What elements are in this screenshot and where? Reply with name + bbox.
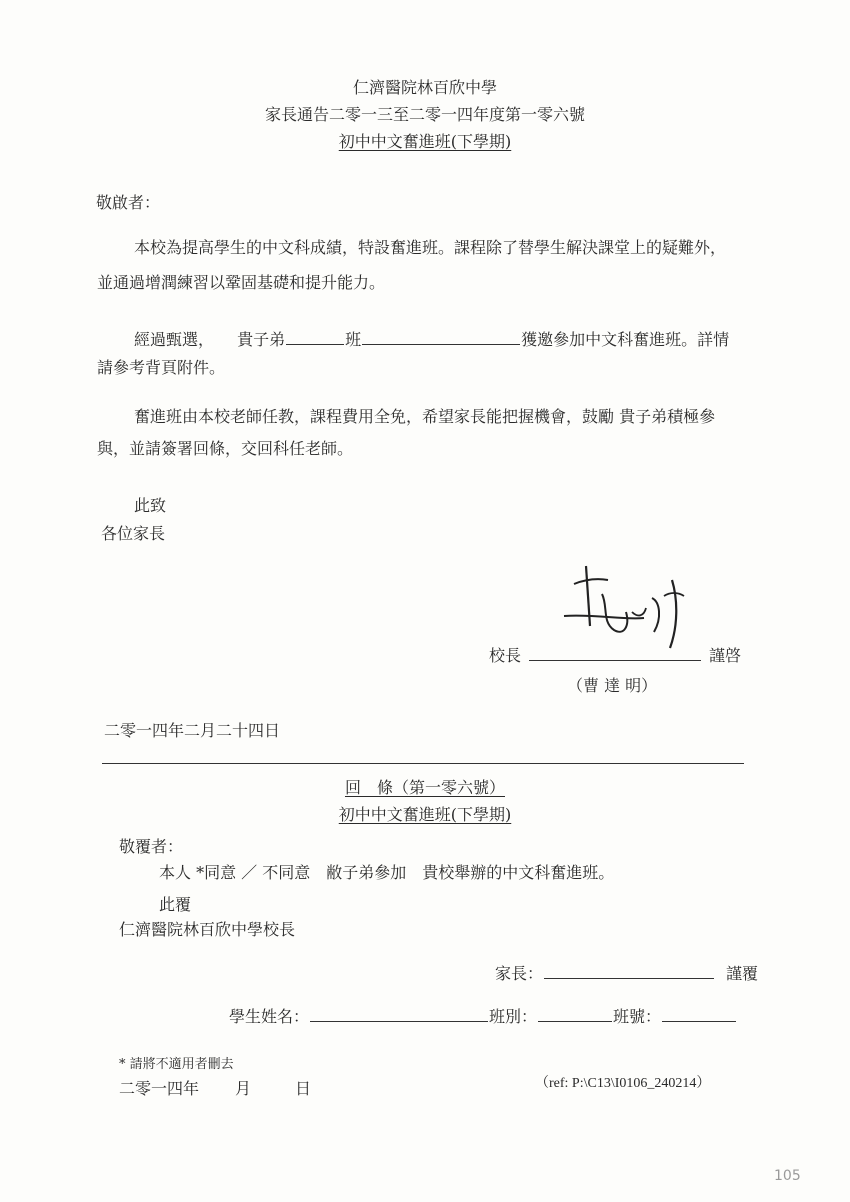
paragraph-3-line-1: 奮進班由本校老師任教，課程費用全免，希望家長能把握機會，鼓勵 貴子弟積極參 — [134, 407, 716, 426]
reply-date-month: 月 — [235, 1079, 252, 1098]
salutation: 敬啟者： — [96, 193, 161, 212]
class-label: 班別： — [489, 1007, 538, 1026]
reply-recipient: 仁濟醫院林百欣中學校長 — [119, 920, 296, 939]
class-field-blank[interactable] — [538, 1005, 612, 1022]
class-blank — [362, 328, 520, 345]
parent-suffix: 謹覆 — [726, 964, 759, 983]
reply-date — [119, 1079, 311, 1099]
reply-statement: 本人 *同意 ／ 不同意 敝子弟參加 貴校舉辦的中文科奮進班。 — [159, 863, 615, 882]
reply-subtitle: 初中中文奮進班(下學期) — [338, 805, 512, 824]
principal-name: （曹 達 明） — [567, 676, 658, 695]
principal-suffix: 謹啓 — [709, 646, 742, 665]
paragraph-2-part-a: 經過甄選， — [134, 330, 215, 349]
paragraph-3-line-2: 與，並請簽署回條，交回科任老師。 — [97, 439, 354, 458]
footnote: * 請將不適用者刪去 — [119, 1057, 234, 1072]
principal-signature-blank — [529, 644, 701, 661]
closing-recipient: 各位家長 — [101, 524, 166, 543]
notice-title: 初中中文奮進班(下學期) — [338, 132, 512, 151]
parent-signature-blank[interactable] — [544, 962, 714, 979]
school-name: 仁濟醫院林百欣中學 — [352, 78, 497, 97]
paragraph-2-part-d: 獲邀參加中文科奮進班。詳情 — [521, 330, 730, 349]
class-no-blank[interactable] — [662, 1005, 736, 1022]
cut-line — [102, 763, 744, 764]
reply-salutation: 敬覆者： — [119, 837, 184, 856]
principal-line — [489, 644, 741, 666]
reply-title: 回 條（第一零六號） — [344, 778, 505, 797]
parent-label: 家長： — [495, 964, 544, 983]
reference-code: （ref: P:\C13\I0106_240214） — [535, 1076, 711, 1091]
paragraph-1-line-2: 並通過增潤練習以鞏固基礎和提升能力。 — [97, 273, 386, 292]
closing-ci-zhi: 此致 — [134, 496, 167, 515]
paragraph-1-line-1: 本校為提高學生的中文科成績，特設奮進班。課程除了替學生解決課堂上的疑難外， — [134, 238, 727, 257]
notice-date: 二零一四年二月二十四日 — [104, 721, 281, 740]
reply-ci-fu: 此覆 — [159, 895, 192, 914]
paragraph-2-line-2: 請參考背頁附件。 — [97, 358, 226, 377]
notice-number: 家長通告二零一三至二零一四年度第一零六號 — [264, 105, 585, 124]
student-name-label: 學生姓名： — [229, 1007, 310, 1026]
student-name-blank[interactable] — [310, 1005, 488, 1022]
principal-label: 校長 — [489, 646, 522, 665]
principal-signature — [556, 556, 701, 656]
reply-date-day: 日 — [295, 1079, 312, 1098]
class-level-blank — [286, 328, 344, 345]
class-no-label: 班號： — [613, 1007, 662, 1026]
student-info-row — [229, 1005, 737, 1027]
page-mark: 105 — [774, 1168, 801, 1184]
paragraph-2-part-c: 班 — [345, 330, 362, 349]
parent-signature-row — [495, 962, 758, 984]
paragraph-2-line-1 — [134, 328, 729, 350]
reply-date-year: 二零一四年 — [119, 1079, 200, 1098]
paragraph-2-part-b: 貴子弟 — [237, 330, 286, 349]
